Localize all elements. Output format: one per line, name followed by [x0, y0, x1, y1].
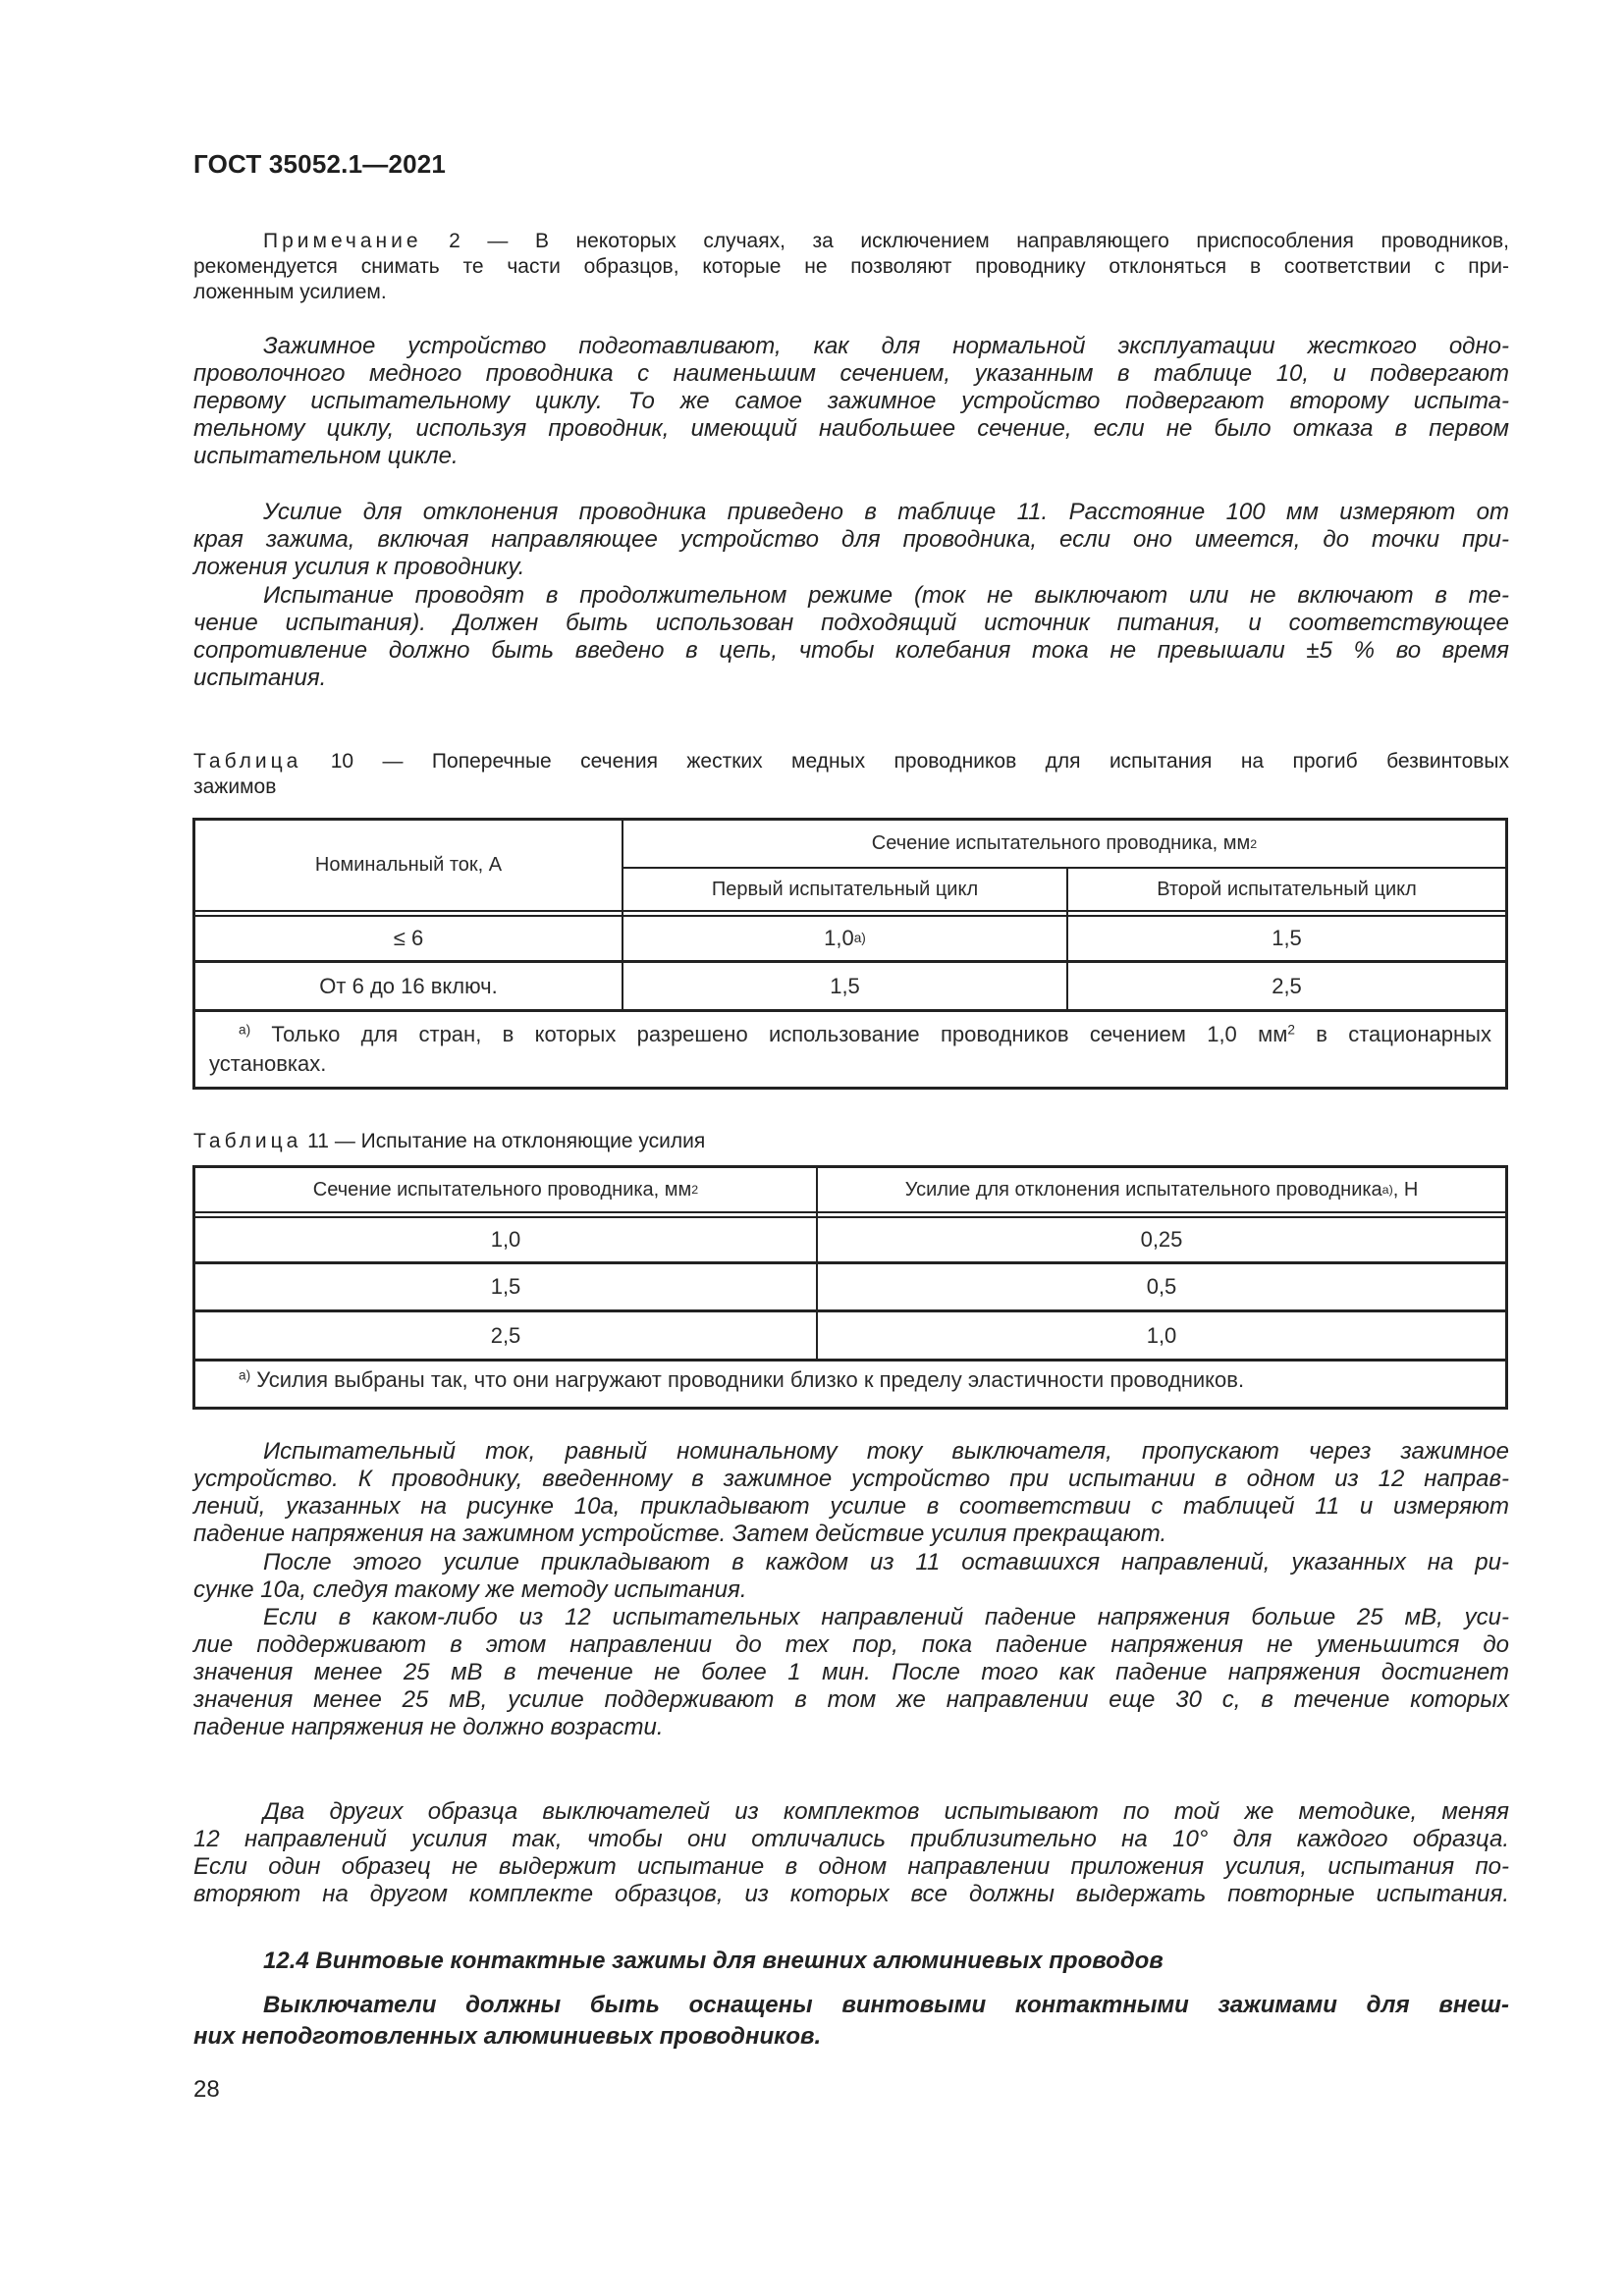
table-11-row-2-force: 0,5	[1146, 1274, 1177, 1299]
page-number: 28	[193, 2076, 220, 2103]
table-10-row-2-first: 1,5	[830, 973, 860, 998]
header-second-cycle: Второй испытательный цикл	[1157, 878, 1417, 900]
paragraph-test-current: Испытательный ток, равный номинальному току выключателя, пропускают через зажимное устройство. К проводнику, введенному в зажимное устройство при испытании в одном из 12 направ- лений, указанных на рисунке 10а, прикладывают усилие в соответствии с таблицей 11 и измеряют падение напряжения на зажимном устройстве. Затем действие усилия прекращают.	[193, 1438, 1509, 1547]
paragraph-aluminium-clamps-requirement: Выключатели должны быть оснащены винтовыми контактными зажимами для внеш- них неподготовленных алюминиевых проводников.	[193, 1992, 1509, 2050]
header-conductor-section: Сечение испытательного проводника, мм 2	[871, 832, 1258, 854]
header-conductor-section: Сечение испытательного проводника, мм 2	[312, 1178, 699, 1201]
header-deflection-force: Усилие для отклонения испытательного проводника а) , Н	[904, 1178, 1419, 1201]
table-11	[192, 1165, 1508, 1410]
paragraph-voltage-drop: Если в каком-либо из 12 испытательных направлений падение напряжения больше 25 мВ, уси- лие поддерживают в этом направлении до тех пор, пока падение напряжения не уменьшится до значения менее 25 мВ в течение не более 1 мин. После того как падение напряжения достигнет значения менее 25 мВ, усилие поддерживают в том же направлении еще 30 с, в течение которых падение напряжения не должно возрасти.	[193, 1604, 1509, 1740]
table-10-row-1-current: ≤ 6	[393, 926, 424, 950]
table-10-row-2-current: От 6 до 16 включ.	[319, 973, 498, 998]
paragraph-continuous-mode: Испытание проводят в продолжительном режиме (ток не выключают или не включают в те- чение испытания). Должен быть использован подходящий источник питания, и соответствующее сопротивление должно быть введено в цепь, чтобы колебания тока не превышали ±5 % во время испытания.	[193, 582, 1509, 691]
paragraph-clamp-preparation: Зажимное устройство подготавливают, как для нормальной эксплуатации жесткого одно- проволочного медного проводника с наименьшим сечением, указанным в таблице 10, и подвергают первому испытательному циклу. То же самое зажимное устройство подвергают второму испыта- тельному циклу, используя проводник, имеющий наибольшее сечение, если не было отказа в первом испытательном цикле.	[193, 333, 1509, 469]
table-10-row-2-second: 2,5	[1272, 973, 1302, 998]
note-label: Примечание	[263, 230, 422, 252]
table-10-row-1-first: 1,0 а)	[824, 926, 866, 950]
table-10-row-1-second: 1,5	[1272, 926, 1302, 950]
header-first-cycle: Первый испытательный цикл	[711, 878, 979, 900]
table-11-footnote: $^{а)}$ Усилия выбраны так, что они нагружают проводники близко к пределу эластичности проводников.	[239, 1367, 1245, 1392]
table-11-row-1-section: 1,0	[490, 1227, 521, 1252]
document-id-header: ГОСТ 35052.1—2021	[193, 149, 447, 179]
table-11-row-3-section: 2,5	[490, 1322, 521, 1348]
paragraph-remaining-directions: После этого усилие прикладывают в каждом из 11 оставшихся направлений, указанных на ри- сунке 10а, следуя такому же методу испытания.	[193, 1549, 1509, 1603]
table-10	[192, 818, 1508, 1090]
table-11-row-1-force: 0,25	[1140, 1227, 1183, 1252]
table-11-caption: Таблица 11 — Испытание на отклоняющие усилия	[193, 1130, 706, 1152]
table-10-footnote: $^{а)}$ Только для стран, в которых разрешено использование проводников сечением 1,0 $мм^2$ в стационарных установках.	[209, 1022, 1491, 1076]
note-2: Примечание 2 — В некоторых случаях, за исключением направляющего приспособления проводников, рекомендуется снимать те части образцов, которые не позволяют проводнику отклоняться в соответствии с при- ложенным усилием.	[193, 230, 1509, 303]
paragraph-deflection-force: Усилие для отклонения проводника приведено в таблице 11. Расстояние 100 мм измеряют от края зажима, включая направляющее устройство для проводника, если оно имеется, до точки при- ложения усилия к проводнику.	[193, 499, 1509, 580]
table-10-caption: Таблица 10 — Поперечные сечения жестких медных проводников для испытания на прогиб безвинтовых зажимов	[193, 750, 1509, 798]
table-10-caption-label: Таблица	[193, 750, 302, 773]
header-nominal-current: Номинальный ток, А	[314, 854, 503, 876]
table-11-row-3-force: 1,0	[1146, 1322, 1177, 1348]
paragraph-other-samples: Два других образца выключателей из комплектов испытывают по той же методике, меняя 12 направлений усилия так, чтобы они отличались приблизительно на 10° для каждого образца. Если один образец не выдержит испытание в одном направлении приложения усилия, испытания по- вторяют на другом комплекте образцов, из которых все должны выдержать повторные испытания.	[193, 1798, 1509, 1907]
table-11-row-2-section: 1,5	[490, 1274, 521, 1299]
table-11-caption-label: Таблица	[193, 1130, 302, 1152]
section-heading-12-4: 12.4 Винтовые контактные зажимы для внешних алюминиевых проводов	[263, 1948, 1164, 1974]
